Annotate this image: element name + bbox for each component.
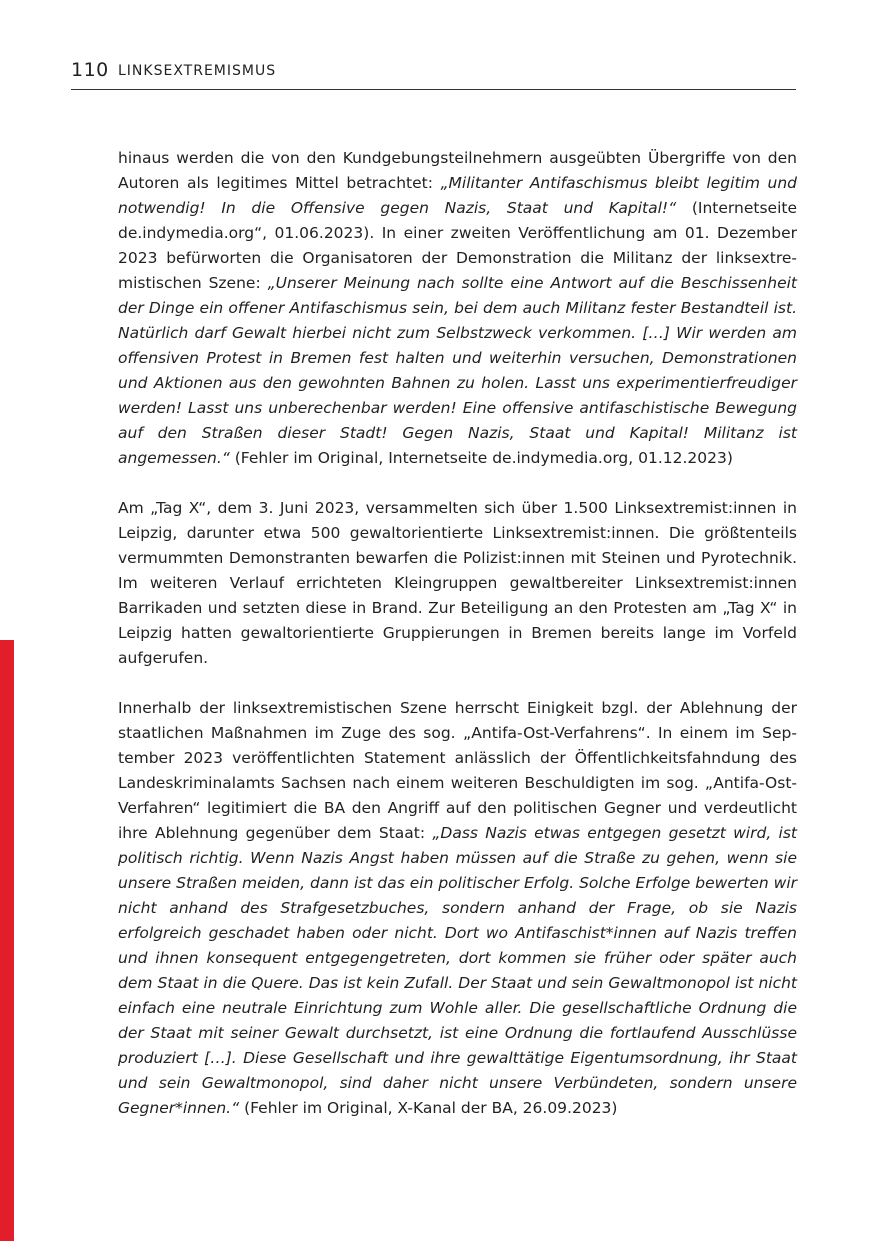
accent-bar (0, 640, 14, 1241)
body-text (118, 146, 797, 1146)
text-segment: Innerhalb der linksextremistischen Szene herrscht Einigkeit bzgl. der Ablehnung der staatlichen Maßnahmen im Zuge des sog. „Antifa-Ost-Verfahrens“. In einem im September 2023 veröffentlichten Statement anlässlich der Öffentlichkeitsfahndung des Landeskriminalamts Sachsen nach einem weiteren Beschuldigten im sog. „Antifa-Ost-Verfahren“ legitimiert die BA den Angriff auf den politischen Gegner und verdeutlicht ihre Ablehnung gegenüber dem Staat: (118, 699, 797, 842)
paragraph (118, 146, 797, 471)
quote-segment: „Dass Nazis etwas entgegen gesetzt wird, ist politisch richtig. Wenn Nazis Angst haben müssen auf die Straße zu gehen, wenn sie unsere Straßen meiden, dann ist das ein politischer Erfolg. Solche Erfolge bewerten wir nicht anhand des Strafgesetzbuches, sondern anhand der Frage, ob sie Nazis erfolgreich geschadet haben oder nicht. Dort wo Antifaschist*innen auf Nazis treffen und ihnen konsequent entgegengetreten, dort kommen sie früher oder später auch dem Staat in die Quere. Das ist kein Zufall. Der Staat und sein Gewaltmonopol ist nicht einfach eine neutrale Einrichtung zum Wohle aller. Die gesellschaftliche Ordnung die der Staat mit seiner Gewalt durchsetzt, ist eine Ordnung die fortlaufend Ausschlüsse produziert […]. Diese Gesellschaft und ihre gewalttätige Eigentumsordnung, ihr Staat und sein Gewaltmonopol, sind daher nicht unsere Verbündeten, sondern unsere Gegner*innen.“ (118, 824, 797, 1117)
text-segment: Am „Tag X“, dem 3. Juni 2023, versammelten sich über 1.500 Linksextremist:innen in Leipzig, darunter etwa 500 gewaltorientierte Linksextremist:innen. Die größtenteils vermummten Demonstranten bewarfen die Polizist:innen mit Steinen und Pyrotechnik. Im weiteren Verlauf errichteten Kleingruppen gewaltbereiter Linksextremist:innen Barrikaden und setzten diese in Brand. Zur Beteiligung an den Protesten am „Tag X“ in Leipzig hatten gewaltorientierte Gruppierungen in Bremen bereits lange im Vorfeld aufgerufen. (118, 499, 797, 667)
quote-segment: „Unserer Meinung nach sollte eine Antwort auf die Beschissenheit der Dinge ein offener Antifaschismus sein, bei dem auch Militanz fester Bestandteil ist. Natürlich darf Gewalt hierbei nicht zum Selbstzweck verkommen. […] Wir werden am offensiven Protest in Bremen fest halten und weiterhin versuchen, Demonstrationen und Aktionen aus den gewohnten Bahnen zu holen. Lasst uns experimentierfreudiger werden! Lasst uns unberechenbar werden! Eine offensive antifaschistische Bewegung auf den Straßen dieser Stadt! Gegen Nazis, Staat und Kapital! Militanz ist angemessen.“ (118, 274, 797, 467)
page-header (71, 58, 796, 90)
source-citation: (Fehler im Original, X-Kanal der BA, 26.09.2023) (239, 1099, 618, 1117)
quote-segment: „Militanter Antifaschismus bleibt legitim und notwendig! In die Offensive gegen Nazis, Staat und Kapital!“ (118, 174, 797, 217)
paragraph (118, 696, 797, 1121)
text-segment: hinaus werden die von den Kundgebungsteilnehmern ausgeübten Übergriffe von den Autoren als legitimes Mittel betrachtet: (118, 149, 797, 192)
page-number: 110 (71, 59, 109, 81)
text-segment: (Internetseite de.indymedia.org“, 01.06.2023). In einer zweiten Veröffentlichung am 01. Dezember 2023 befürworten die Organisatoren der Demonstration die Militanz der linksextremistischen Szene: (118, 199, 797, 292)
source-citation: (Fehler im Original, Internetseite de.indymedia.org, 01.12.2023) (229, 449, 733, 467)
running-title: LINKSEXTREMISMUS (118, 63, 277, 79)
paragraph (118, 496, 797, 671)
